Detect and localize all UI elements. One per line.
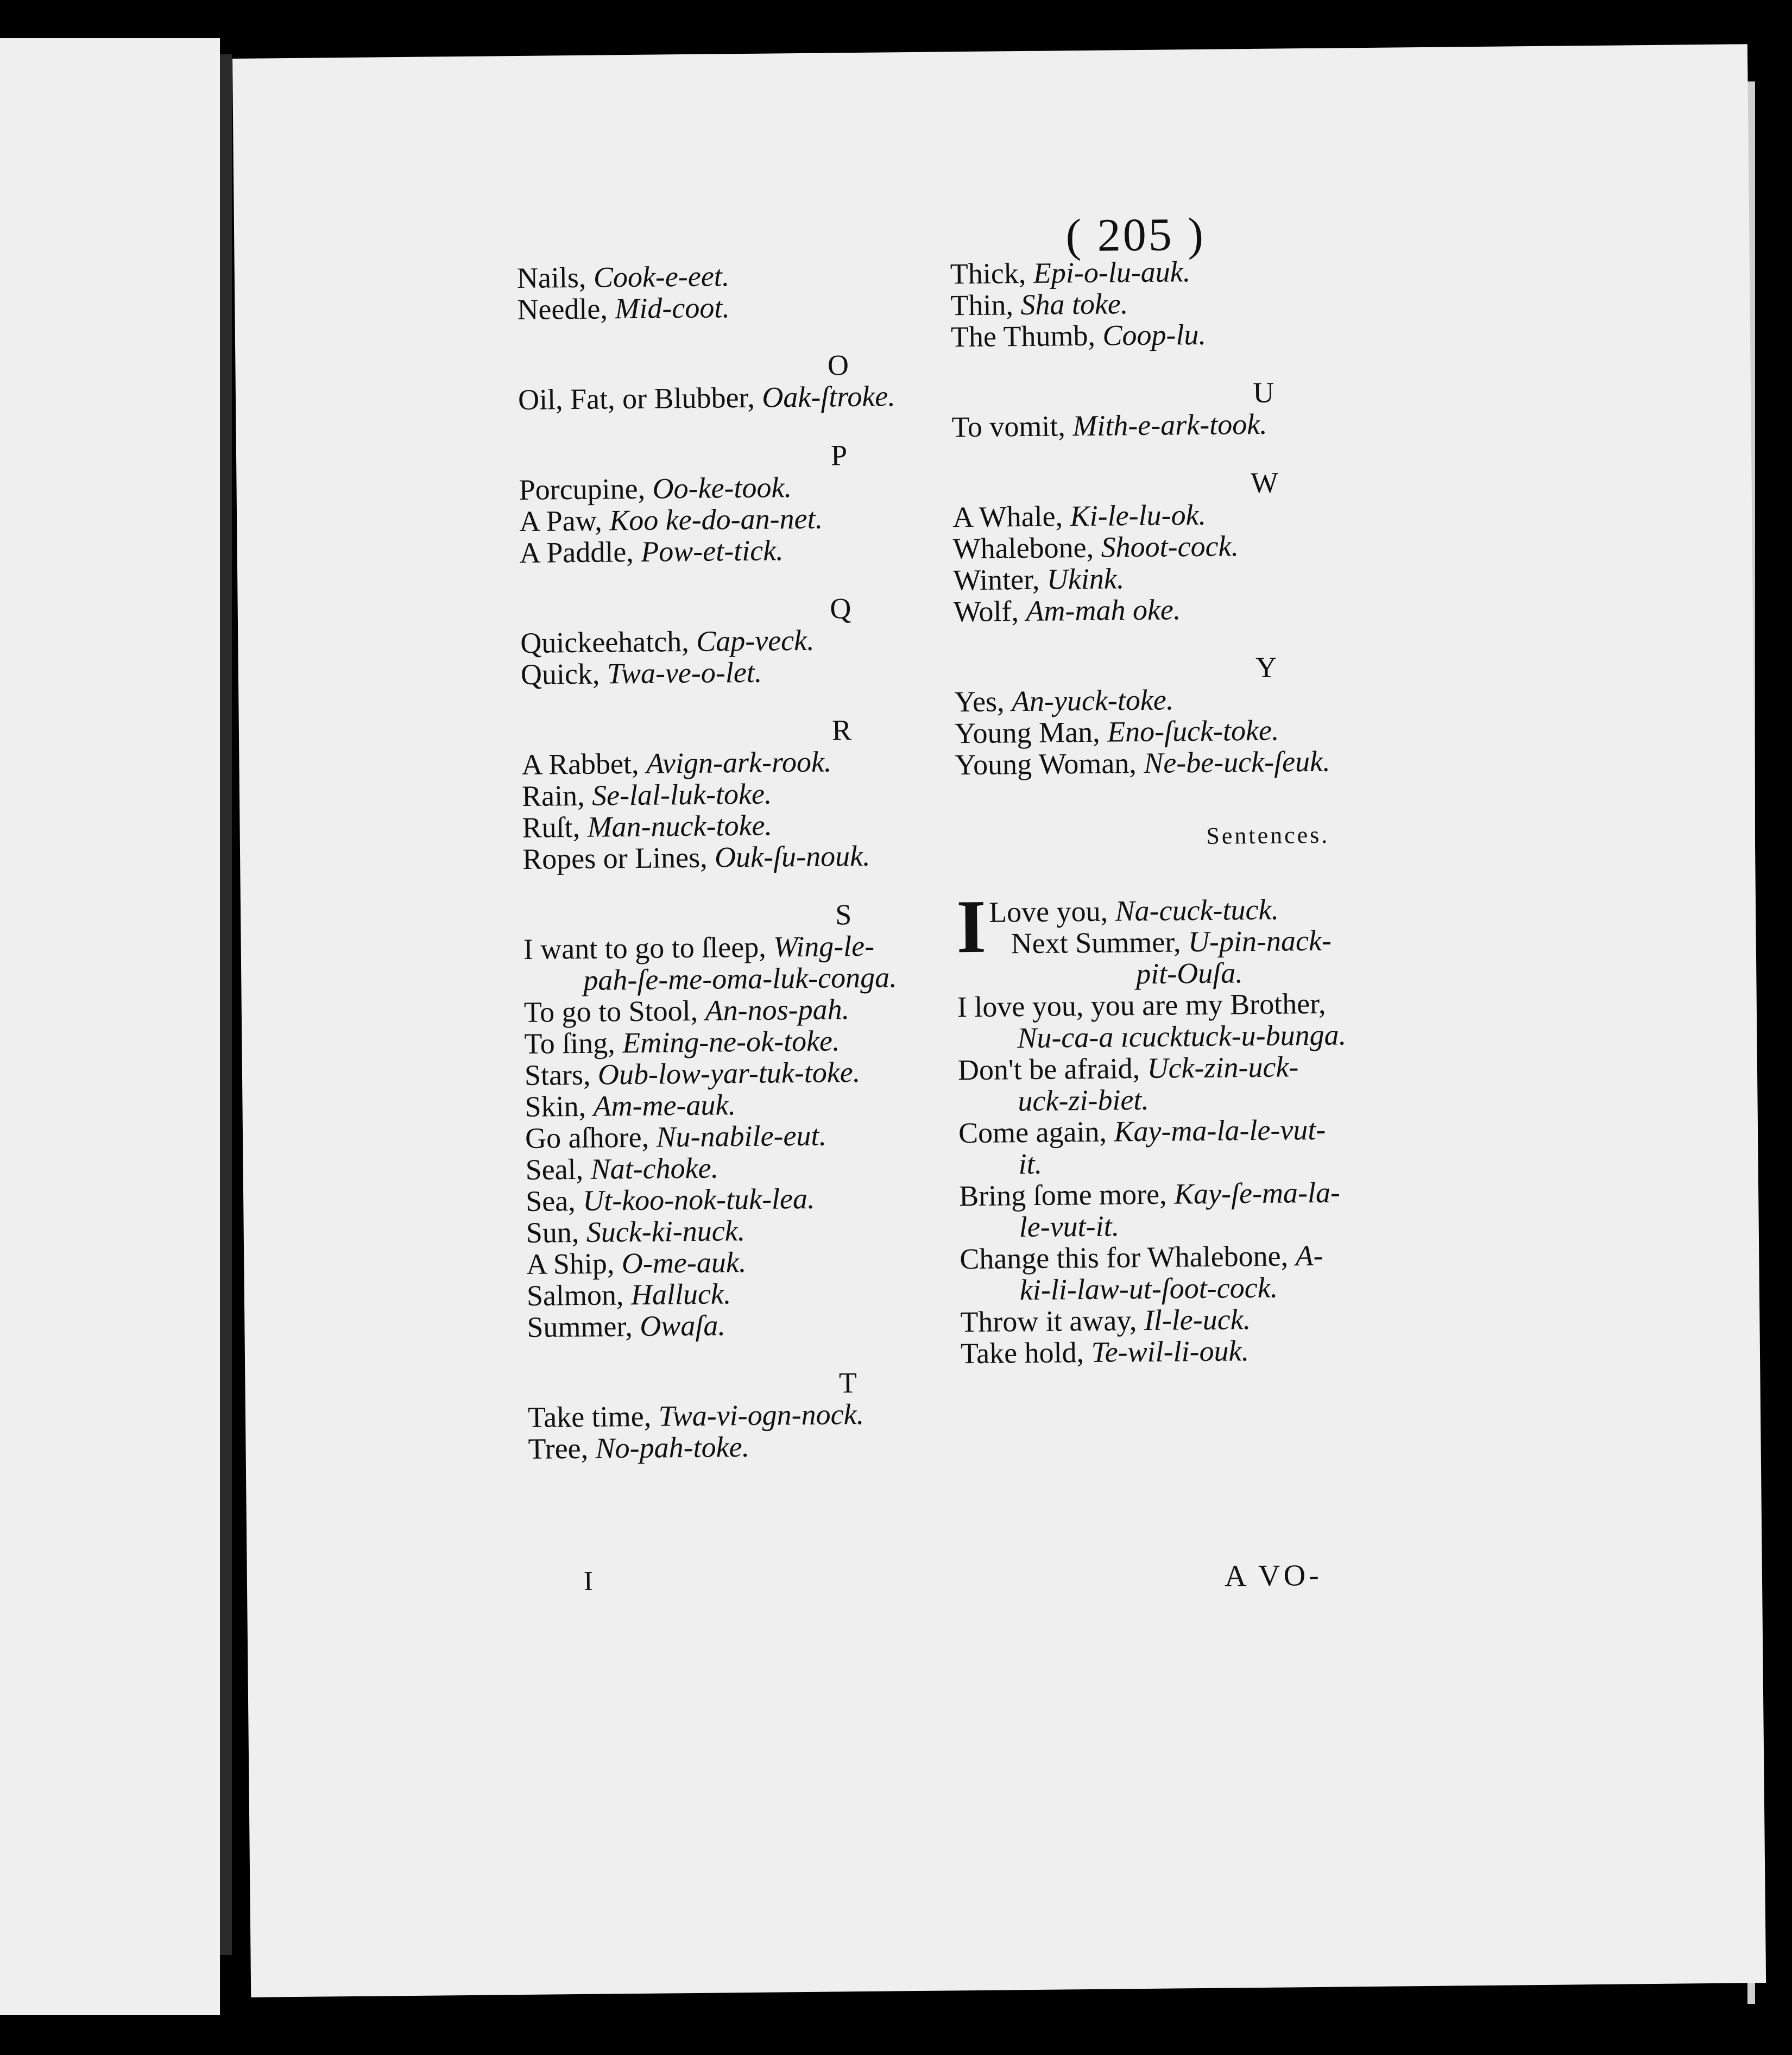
sentence-translation: Kay-ma-la-le-vut-	[1114, 1113, 1326, 1148]
english-sentence: I love you, you are my Brother,	[957, 987, 1326, 1024]
sentence-translation: A-	[1295, 1239, 1323, 1272]
translation: Nu-nabile-eut.	[656, 1119, 827, 1153]
english-word: Ropes or Lines,	[522, 841, 708, 875]
sentences-list	[956, 884, 1585, 1370]
english-sentence: Throw it away,	[960, 1304, 1137, 1339]
sentence-entry	[959, 1174, 1584, 1243]
translation: Coop-lu.	[1102, 318, 1207, 352]
english-sentence: Love you,	[988, 894, 1108, 929]
page-number: ( 205 )	[1065, 207, 1206, 262]
english-word: Skin,	[525, 1089, 586, 1123]
translation: Cap-veck.	[696, 623, 815, 658]
letter-heading: W	[1250, 466, 1279, 500]
english-word: Young Man,	[954, 715, 1100, 750]
english-word: A Rabbet,	[521, 747, 639, 781]
translation-continued: it.	[1018, 1147, 1043, 1181]
translation: Wing-le-	[773, 929, 875, 963]
letter-heading: R	[831, 714, 852, 747]
sentence-entry	[960, 1237, 1585, 1306]
english-word: Salmon,	[526, 1278, 624, 1312]
english-word: Summer,	[527, 1310, 633, 1344]
translation-continued: ki-li-law-ut-ſoot-cock.	[1019, 1271, 1278, 1307]
english-word: Thin,	[950, 288, 1014, 322]
english-sentence: Come again,	[958, 1115, 1107, 1150]
translation: Avign-ark-rook.	[646, 745, 832, 780]
translation-continued: uck-zi-biet.	[1018, 1083, 1150, 1118]
translation: Oak-ſtroke.	[762, 380, 896, 414]
letter-heading: U	[1253, 376, 1274, 409]
translation: Ki-le-lu-ok.	[1070, 498, 1207, 533]
translation: Ut-koo-nok-tuk-lea.	[582, 1182, 815, 1217]
english-word: Thick,	[950, 256, 1026, 291]
translation: Eming-ne-ok-toke.	[622, 1024, 840, 1060]
english-word: To ſing,	[524, 1026, 615, 1060]
translation: O-me-auk.	[621, 1246, 747, 1280]
letter-heading: S	[835, 898, 852, 931]
english-word: A Paddle,	[519, 535, 634, 569]
letter-heading: T	[838, 1366, 857, 1400]
right-vocabulary-list	[950, 252, 1580, 780]
english-word: Sun,	[526, 1215, 579, 1249]
sentence-entry	[958, 1048, 1583, 1117]
english-word: Stars,	[524, 1058, 591, 1092]
translation: Twa-vi-ogn-nock.	[658, 1397, 865, 1433]
translation: Pow-et-tick.	[640, 534, 784, 568]
english-word: To go to Stool,	[523, 994, 698, 1029]
translation: Epi-o-lu-auk.	[1033, 255, 1191, 289]
letter-heading: Q	[829, 592, 851, 625]
translation: Mid-coot.	[615, 291, 730, 325]
sentence-entry	[956, 922, 1581, 991]
spacer	[955, 774, 1580, 823]
english-word: Porcupine,	[519, 472, 646, 506]
translation: Ne-be-uck-ſeuk.	[1143, 745, 1330, 779]
spacer	[956, 848, 1581, 897]
sentence-entry	[957, 985, 1582, 1054]
english-word: The Thumb,	[950, 319, 1096, 354]
english-word: Yes,	[954, 685, 1005, 718]
translation: Sha toke.	[1020, 287, 1128, 322]
translation: Ukink.	[1046, 562, 1125, 596]
translation: Suck-ki-nuck.	[586, 1214, 746, 1249]
translation: An-yuck-toke.	[1011, 683, 1174, 718]
translation: Koo ke-do-an-net.	[609, 502, 823, 537]
vocabulary-entry	[528, 1427, 1169, 1465]
translation: Halluck.	[630, 1277, 731, 1312]
catchword: A VO-	[1224, 1558, 1323, 1593]
translation: Eno-ſuck-toke.	[1107, 714, 1279, 748]
english-word: Take time,	[527, 1400, 652, 1434]
translation: Mith-e-ark-took.	[1072, 407, 1267, 443]
letter-heading: Y	[1255, 651, 1277, 684]
english-word: Whalebone,	[952, 531, 1094, 565]
english-sentence: Don't be afraid,	[957, 1052, 1140, 1087]
english-word: Ruſt,	[522, 810, 580, 844]
translation: An-nos-pah.	[705, 993, 850, 1027]
sentence-translation: U-pin-nack-	[1188, 924, 1332, 959]
english-sentence: Change this for Whalebone,	[959, 1239, 1289, 1276]
sentence-entry	[961, 1332, 1586, 1369]
translation: Ouk-ſu-nouk.	[714, 839, 870, 874]
sentence-translation: Uck-zin-uck-	[1147, 1050, 1299, 1085]
english-word: Needle,	[517, 292, 608, 326]
translation: Se-lal-luk-toke.	[591, 777, 772, 812]
translation: Nat-choke.	[590, 1151, 719, 1186]
english-word: A Whale,	[952, 500, 1063, 534]
english-word: Quick,	[520, 657, 600, 691]
translation: Twa-ve-o-let.	[607, 655, 762, 690]
sentence-translation: Kay-ſe-ma-la-	[1173, 1176, 1341, 1211]
translation: Man-nuck-toke.	[587, 809, 773, 843]
translation-continued: le-vut-it.	[1019, 1209, 1120, 1244]
translation: Am-me-auk.	[593, 1088, 736, 1123]
book-gutter	[220, 54, 232, 1955]
english-word: Go aſhore,	[525, 1120, 649, 1155]
sentences-heading: Sentences.	[1206, 821, 1330, 849]
english-sentence: Next Summer,	[1011, 925, 1181, 960]
english-word: Quickeehatch,	[520, 625, 689, 659]
translation: Oo-ke-took.	[652, 471, 792, 505]
english-sentence: Take hold,	[960, 1336, 1084, 1370]
sentence-translation: Il-le-uck.	[1144, 1303, 1251, 1337]
english-word: Wolf,	[953, 595, 1019, 628]
english-sentence: Bring ſome more,	[958, 1177, 1167, 1213]
english-word: To vomit,	[951, 409, 1066, 444]
english-word: Oil, Fat, or Blubber,	[518, 381, 755, 416]
english-word: A Paw,	[519, 504, 602, 538]
letter-heading: O	[827, 349, 849, 382]
sentence-translation: Na-cuck-tuck.	[1115, 893, 1279, 928]
translation-continued: Nu-ca-a ıcucktuck-u-bunga.	[1017, 1018, 1347, 1055]
facing-page	[0, 38, 220, 2015]
english-word: Winter,	[952, 563, 1040, 597]
english-word: A Ship,	[526, 1247, 615, 1281]
english-word: Sea,	[525, 1184, 576, 1218]
signature-mark: I	[583, 1565, 593, 1596]
english-word: Seal,	[525, 1152, 584, 1186]
drop-cap: I	[956, 884, 987, 969]
page	[232, 44, 1766, 1997]
english-word: Nails,	[516, 261, 586, 294]
translation: Owaſa.	[639, 1309, 726, 1342]
translation-continued: pah-ſe-me-oma-luk-conga.	[583, 961, 897, 997]
translation: Oub-low-yar-tuk-toke.	[597, 1055, 861, 1091]
english-word: Tree,	[528, 1432, 589, 1465]
right-column	[950, 252, 1586, 1369]
english-word: Rain,	[521, 779, 585, 812]
translation: Am-mah oke.	[1026, 593, 1181, 628]
english-word: Young Woman,	[955, 747, 1137, 781]
translation-continued: pit-Ouſa.	[1135, 956, 1244, 991]
english-word: I want to go to ſleep,	[523, 930, 766, 966]
letter-heading: P	[830, 439, 848, 472]
translation: Shoot-cock.	[1101, 529, 1239, 564]
sentence-entry	[958, 1111, 1583, 1180]
translation: No-pah-toke.	[595, 1430, 750, 1465]
translation: Cook-e-eet.	[593, 260, 730, 294]
sentence-translation: Te-wil-li-ouk.	[1091, 1334, 1250, 1369]
